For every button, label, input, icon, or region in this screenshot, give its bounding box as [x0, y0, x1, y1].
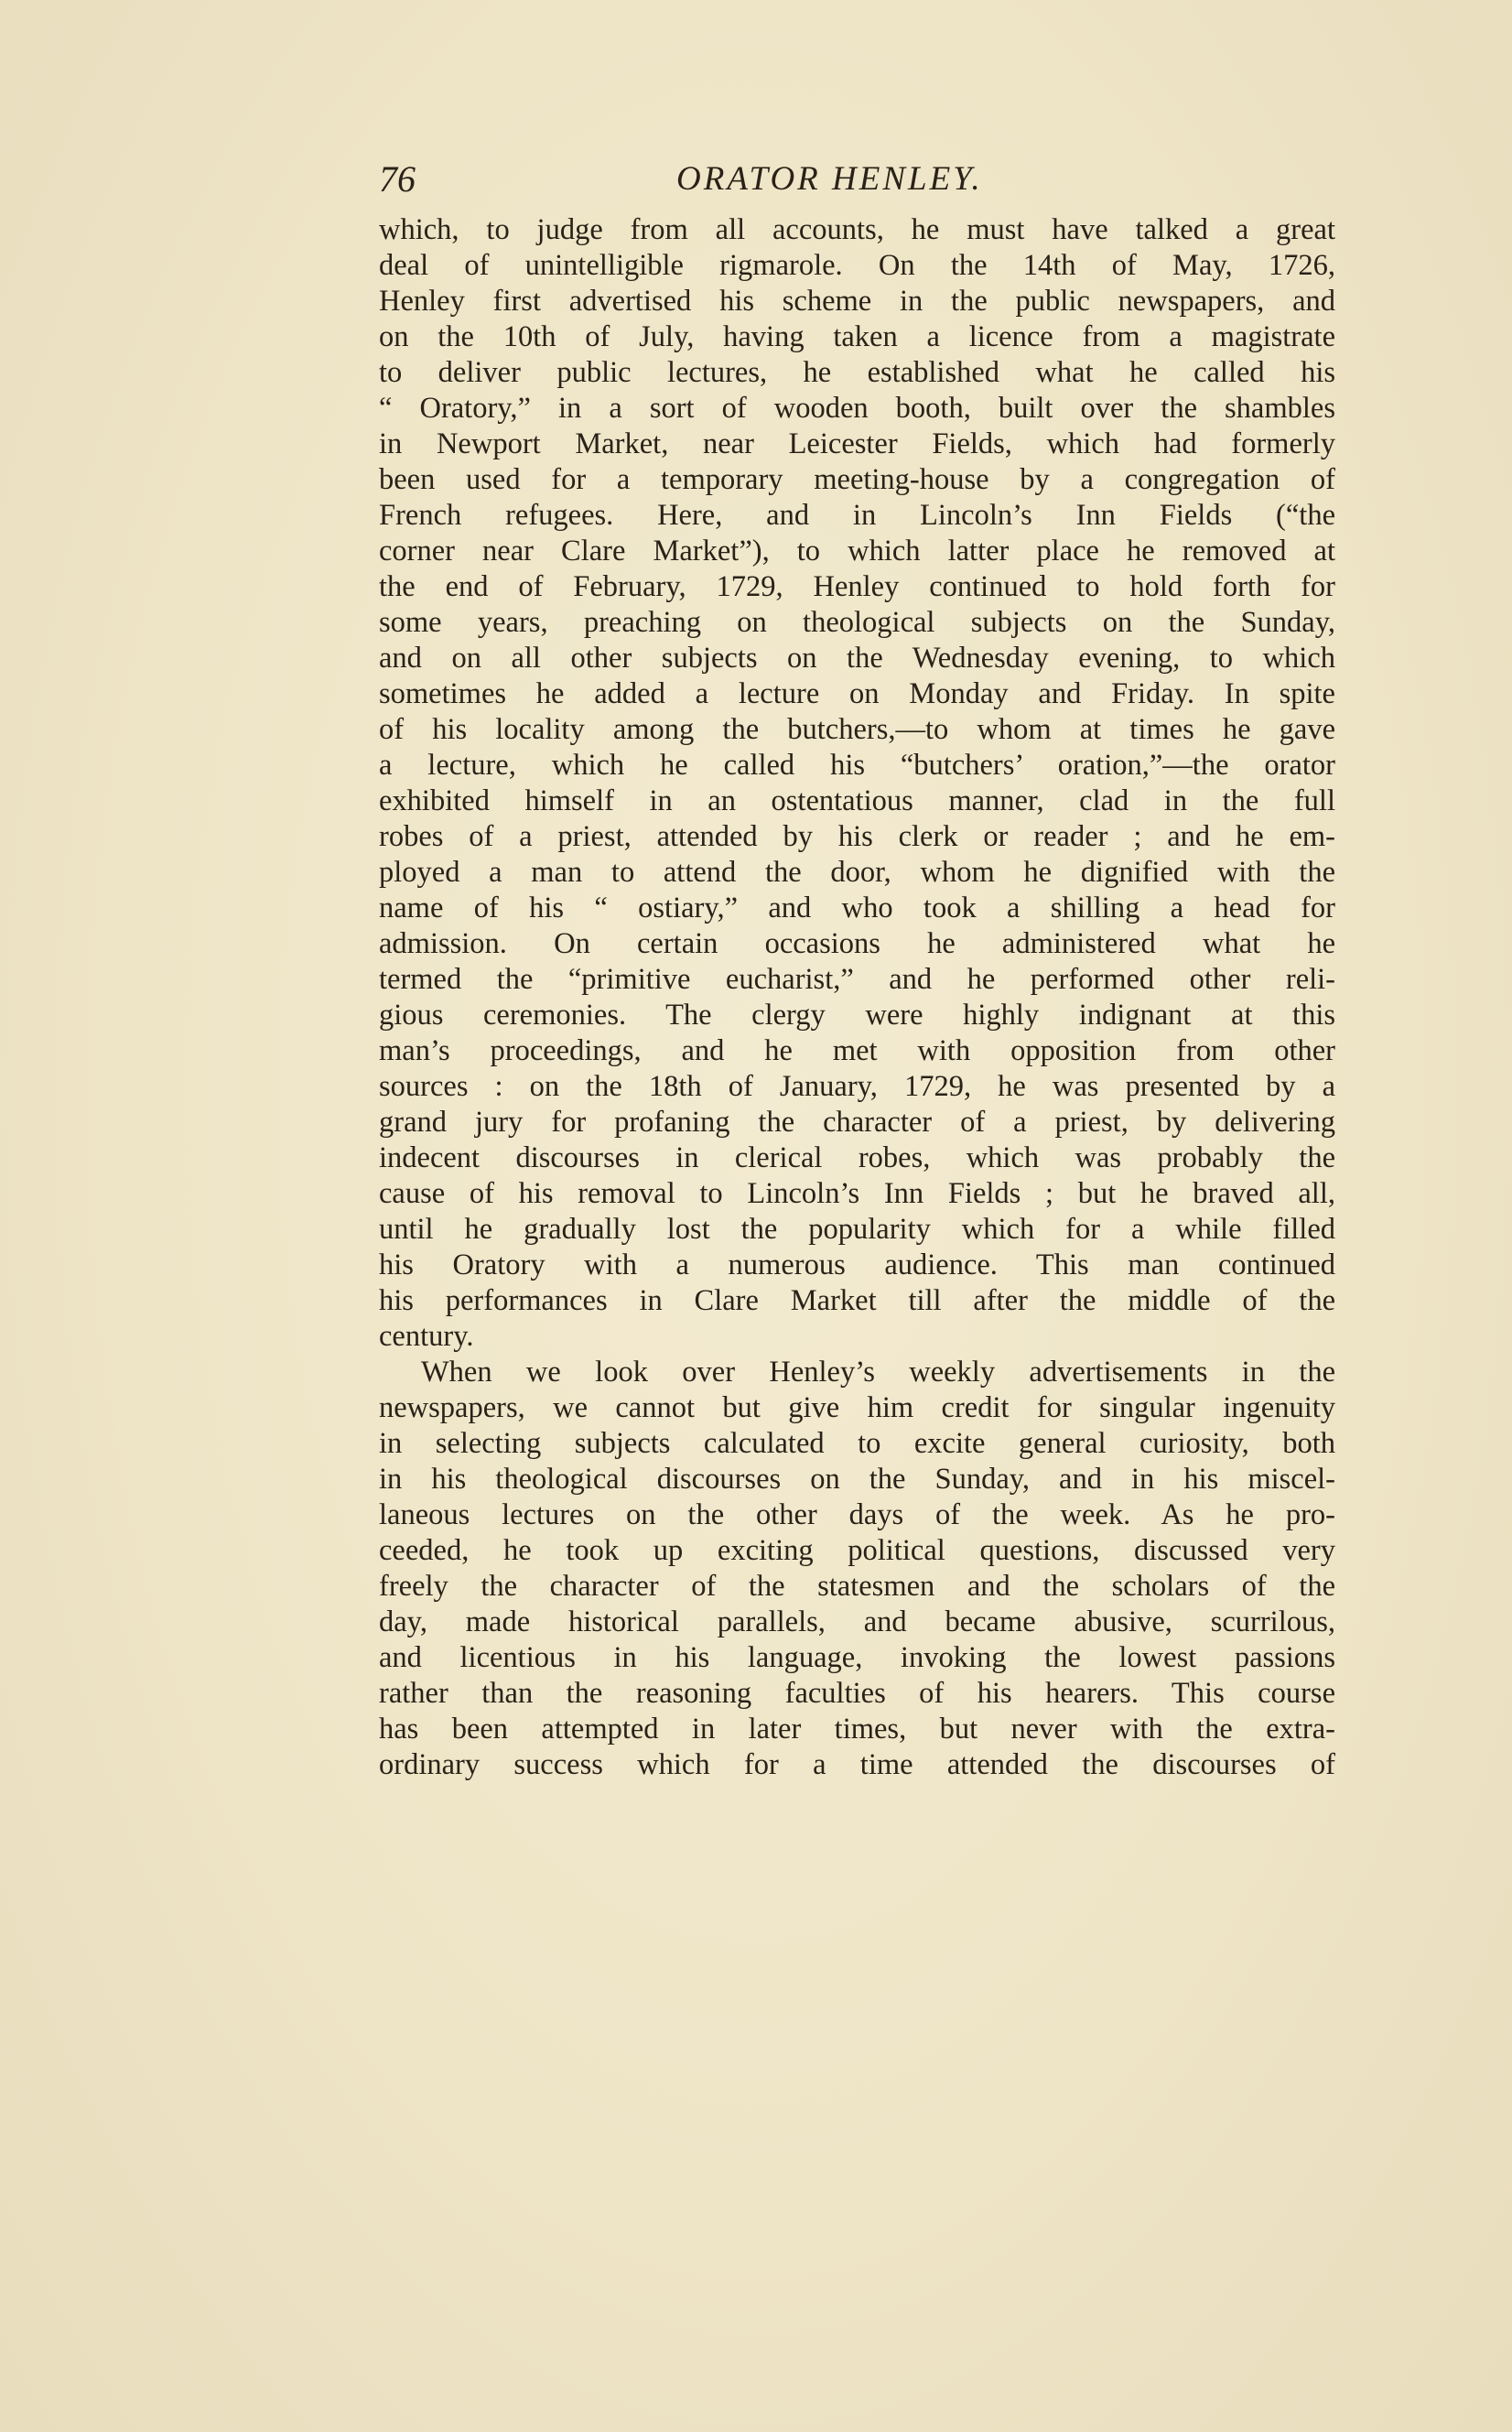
text-line: French refugees. Here, and in Lincoln’s Inn Fields (“the — [379, 499, 1335, 532]
text-line: “ Oratory,” in a sort of wooden booth, built over the shambles — [379, 392, 1335, 425]
text-line: deal of unintelligible rigmarole. On the 14th of May, 1726, — [379, 249, 1335, 282]
text-line: has been attempted in later times, but never with the extra- — [379, 1713, 1335, 1746]
text-line: termed the “primitive eucharist,” and he performed other reli- — [379, 963, 1335, 996]
text-line: grand jury for profaning the character of a priest, by delivering — [379, 1106, 1335, 1139]
text-line: sometimes he added a lecture on Monday and Friday. In spite — [379, 677, 1335, 710]
page-header — [379, 157, 1335, 203]
text-line: which, to judge from all accounts, he must have talked a great — [379, 213, 1335, 246]
text-line: until he gradually lost the popularity which for a while filled — [379, 1213, 1335, 1246]
text-line: century. — [379, 1320, 474, 1353]
text-line: the end of February, 1729, Henley continued to hold forth for — [379, 570, 1335, 603]
text-line: newspapers, we cannot but give him credit for singular ingenuity — [379, 1391, 1335, 1424]
text-line: to deliver public lectures, he established what he called his — [379, 356, 1335, 389]
text-line: ployed a man to attend the door, whom he dignified with the — [379, 856, 1335, 889]
text-line: a lecture, which he called his “butchers’ oration,”—the orator — [379, 749, 1335, 782]
text-line: his Oratory with a numerous audience. This man continued — [379, 1248, 1335, 1281]
text-line: ordinary success which for a time attended the discourses of — [379, 1748, 1335, 1781]
text-line: freely the character of the statesmen and the scholars of the — [379, 1570, 1335, 1603]
text-line: sources : on the 18th of January, 1729, he was presented by a — [379, 1070, 1335, 1103]
text-line: on the 10th of July, having taken a licence from a magistrate — [379, 320, 1335, 353]
body-text — [379, 212, 1335, 1783]
text-line: his performances in Clare Market till after the middle of the — [379, 1284, 1335, 1317]
text-line: admission. On certain occasions he administered what he — [379, 927, 1335, 960]
text-line: indecent discourses in clerical robes, which was probably the — [379, 1141, 1335, 1174]
text-line: rather than the reasoning faculties of his hearers. This course — [379, 1677, 1335, 1710]
text-line: some years, preaching on theological subjects on the Sunday, — [379, 606, 1335, 639]
text-line: in selecting subjects calculated to excite general curiosity, both — [379, 1427, 1335, 1460]
text-line: gious ceremonies. The clergy were highly indignant at this — [379, 999, 1335, 1032]
text-line: in his theological discourses on the Sunday, and in his miscel- — [379, 1463, 1335, 1496]
text-line: and licentious in his language, invoking the lowest passions — [379, 1641, 1335, 1674]
text-line: in Newport Market, near Leicester Fields, which had formerly — [379, 427, 1335, 460]
text-line: been used for a temporary meeting-house by a congregation of — [379, 463, 1335, 496]
running-title: ORATOR HENLEY. — [676, 160, 983, 198]
text-line: corner near Clare Market”), to which latter place he removed at — [379, 535, 1335, 567]
paragraph-1 — [379, 212, 1335, 1355]
page-number: 76 — [379, 158, 416, 200]
text-line: and on all other subjects on the Wednesday evening, to which — [379, 642, 1335, 675]
text-line: day, made historical parallels, and became abusive, scurrilous, — [379, 1605, 1335, 1638]
text-line: cause of his removal to Lincoln’s Inn Fields ; but he braved all, — [379, 1177, 1335, 1210]
text-line: robes of a priest, attended by his clerk or reader ; and he em- — [379, 820, 1335, 853]
text-line: of his locality among the butchers,—to whom at times he gave — [379, 713, 1335, 746]
text-line: man’s proceedings, and he met with opposition from other — [379, 1034, 1335, 1067]
text-line: exhibited himself in an ostentatious manner, clad in the full — [379, 784, 1335, 817]
text-line: When we look over Henley’s weekly advertisements in the — [421, 1356, 1335, 1389]
text-line: name of his “ ostiary,” and who took a shilling a head for — [379, 892, 1335, 924]
text-line: laneous lectures on the other days of the week. As he pro- — [379, 1498, 1335, 1531]
text-line: Henley first advertised his scheme in the public newspapers, and — [379, 285, 1335, 318]
text-line: ceeded, he took up exciting political questions, discussed very — [379, 1534, 1335, 1567]
paragraph-2 — [379, 1355, 1335, 1783]
